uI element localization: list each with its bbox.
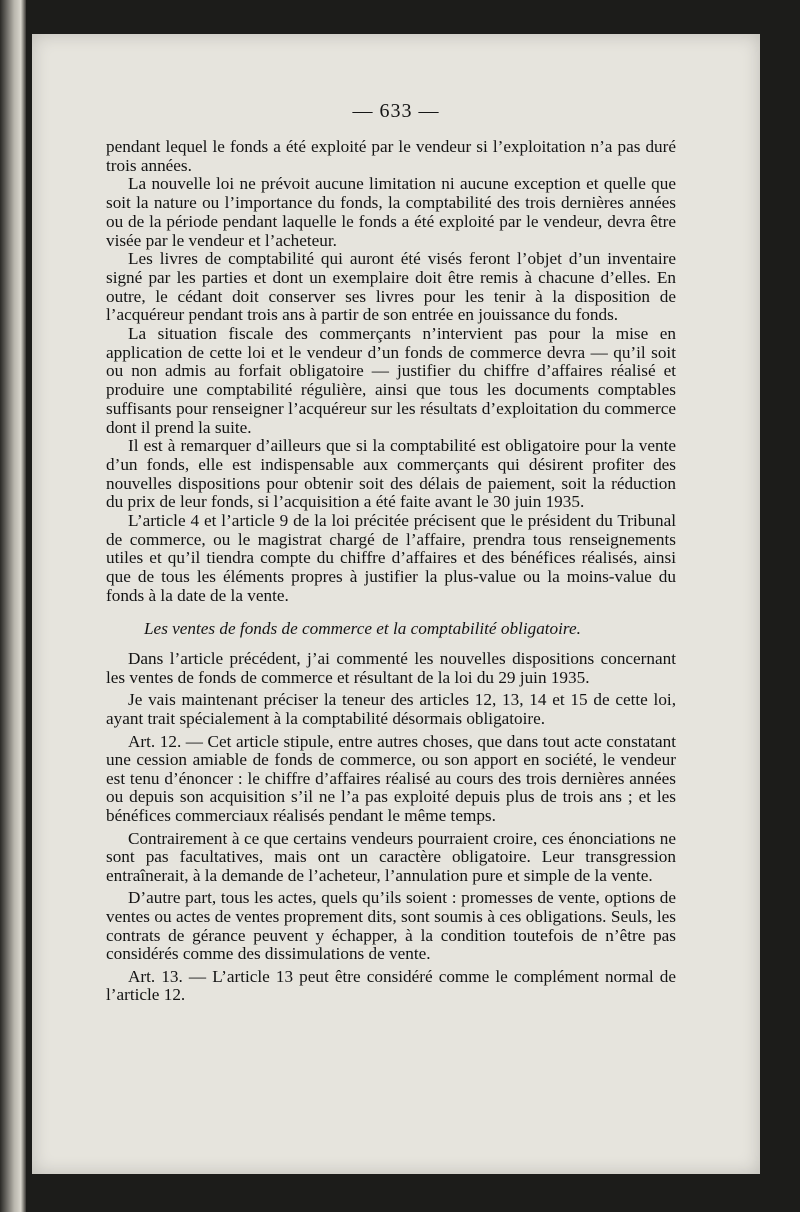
paragraph: Les livres de comptabilité qui auront été visés feront l’objet d’un inventaire signé par les parties et dont un exemplaire doit être remis à chacune d’elles. En outre, le cédant doit conserver ses livres pour les tenir à la disposition de l’acquéreur pendant trois ans à partir de son entrée en jouissance du fonds. (106, 249, 676, 325)
paragraph: Art. 12. — Cet article stipule, entre autres choses, que dans tout acte constatant une cession amiable de fonds de commerce, ou son apport en société, le vendeur est tenu d’énoncer : le chiffre d’affaires réalisé au cours des trois dernières années ou depuis son acquisition s’il ne l’a pas exploité depuis plus de trois ans ; et les bénéfices commerciaux réalisés pendant le même temps. (106, 731, 676, 826)
previous-page-edge (0, 0, 26, 1212)
paragraph: La situation fiscale des commerçants n’intervient pas pour la mise en application de cette loi et le vendeur d’un fonds de commerce devra — qu’il soit ou non admis au forfait obligatoire — justifier du chiffre d’affaires réalisé et produire une comptabilité régulière, ainsi que tous les documents comptables suffisants pour renseigner l’acquéreur sur les résultats d’exploitation du commerce dont il prend la suite. (106, 324, 676, 437)
body-text (106, 138, 676, 1009)
paragraph: Art. 13. — L’article 13 peut être considéré comme le complément normal de l’article 12. (106, 966, 676, 1005)
paragraph: pendant lequel le fonds a été exploité par le vendeur si l’exploitation n’a pas duré trois années. (106, 137, 676, 175)
paragraph: Je vais maintenant préciser la teneur des articles 12, 13, 14 et 15 de cette loi, ayant trait spécialement à la comptabilité désormais obligatoire. (106, 690, 676, 729)
paragraph: Contrairement à ce que certains vendeurs pourraient croire, ces énonciations ne sont pas facultatives, mais ont un caractère obligatoire. Leur transgression entraînerait, à la demande de l’acheteur, l’annulation pure et simple de la vente. (106, 828, 676, 885)
book-page (32, 34, 760, 1174)
paragraph: Dans l’article précédent, j’ai commenté les nouvelles dispositions concernant les ventes de fonds de commerce et résultant de la loi du 29 juin 1935. (106, 649, 676, 687)
section-heading: Les ventes de fonds de commerce et la comptabilité obligatoire. (144, 618, 581, 638)
section-ventes (106, 620, 676, 1005)
paragraph: D’autre part, tous les actes, quels qu’ils soient : promesses de vente, options de ventes ou actes de ventes proprement dits, sont soumis à ces obligations. Seuls, les contrats de gérance peuvent y échapper, à la condition toutefois de n’être pas considérés comme des dissimulations de vente. (106, 888, 676, 964)
paragraph: La nouvelle loi ne prévoit aucune limitation ni aucune exception et quelle que soit la nature ou l’importance du fonds, la comptabilité des trois dernières années ou de la période pendant laquelle le fonds a été exploité par le vendeur, devra être visée par le vendeur et l’acheteur. (106, 174, 676, 250)
paragraph: Il est à remarquer d’ailleurs que si la comptabilité est obligatoire pour la vente d’un fonds, elle est indispensable aux commerçants qui désirent profiter des nouvelles dispositions pour obtenir soit des délais de paiement, soit la réduction du prix de leur fonds, si l’acquisition a été faite avant le 30 juin 1935. (106, 436, 676, 512)
paragraph: L’article 4 et l’article 9 de la loi précitée précisent que le président du Tribunal de commerce, ou le magistrat chargé de l’affaire, prendra tous renseignements utiles et qu’il tiendra compte du chiffre d’affaires et des bénéfices réalisés, ainsi que de tous les éléments propres à justifier la plus-value ou la moins-value du fonds à la date de la vente. (106, 511, 676, 605)
page-number: — 633 — (352, 100, 440, 122)
